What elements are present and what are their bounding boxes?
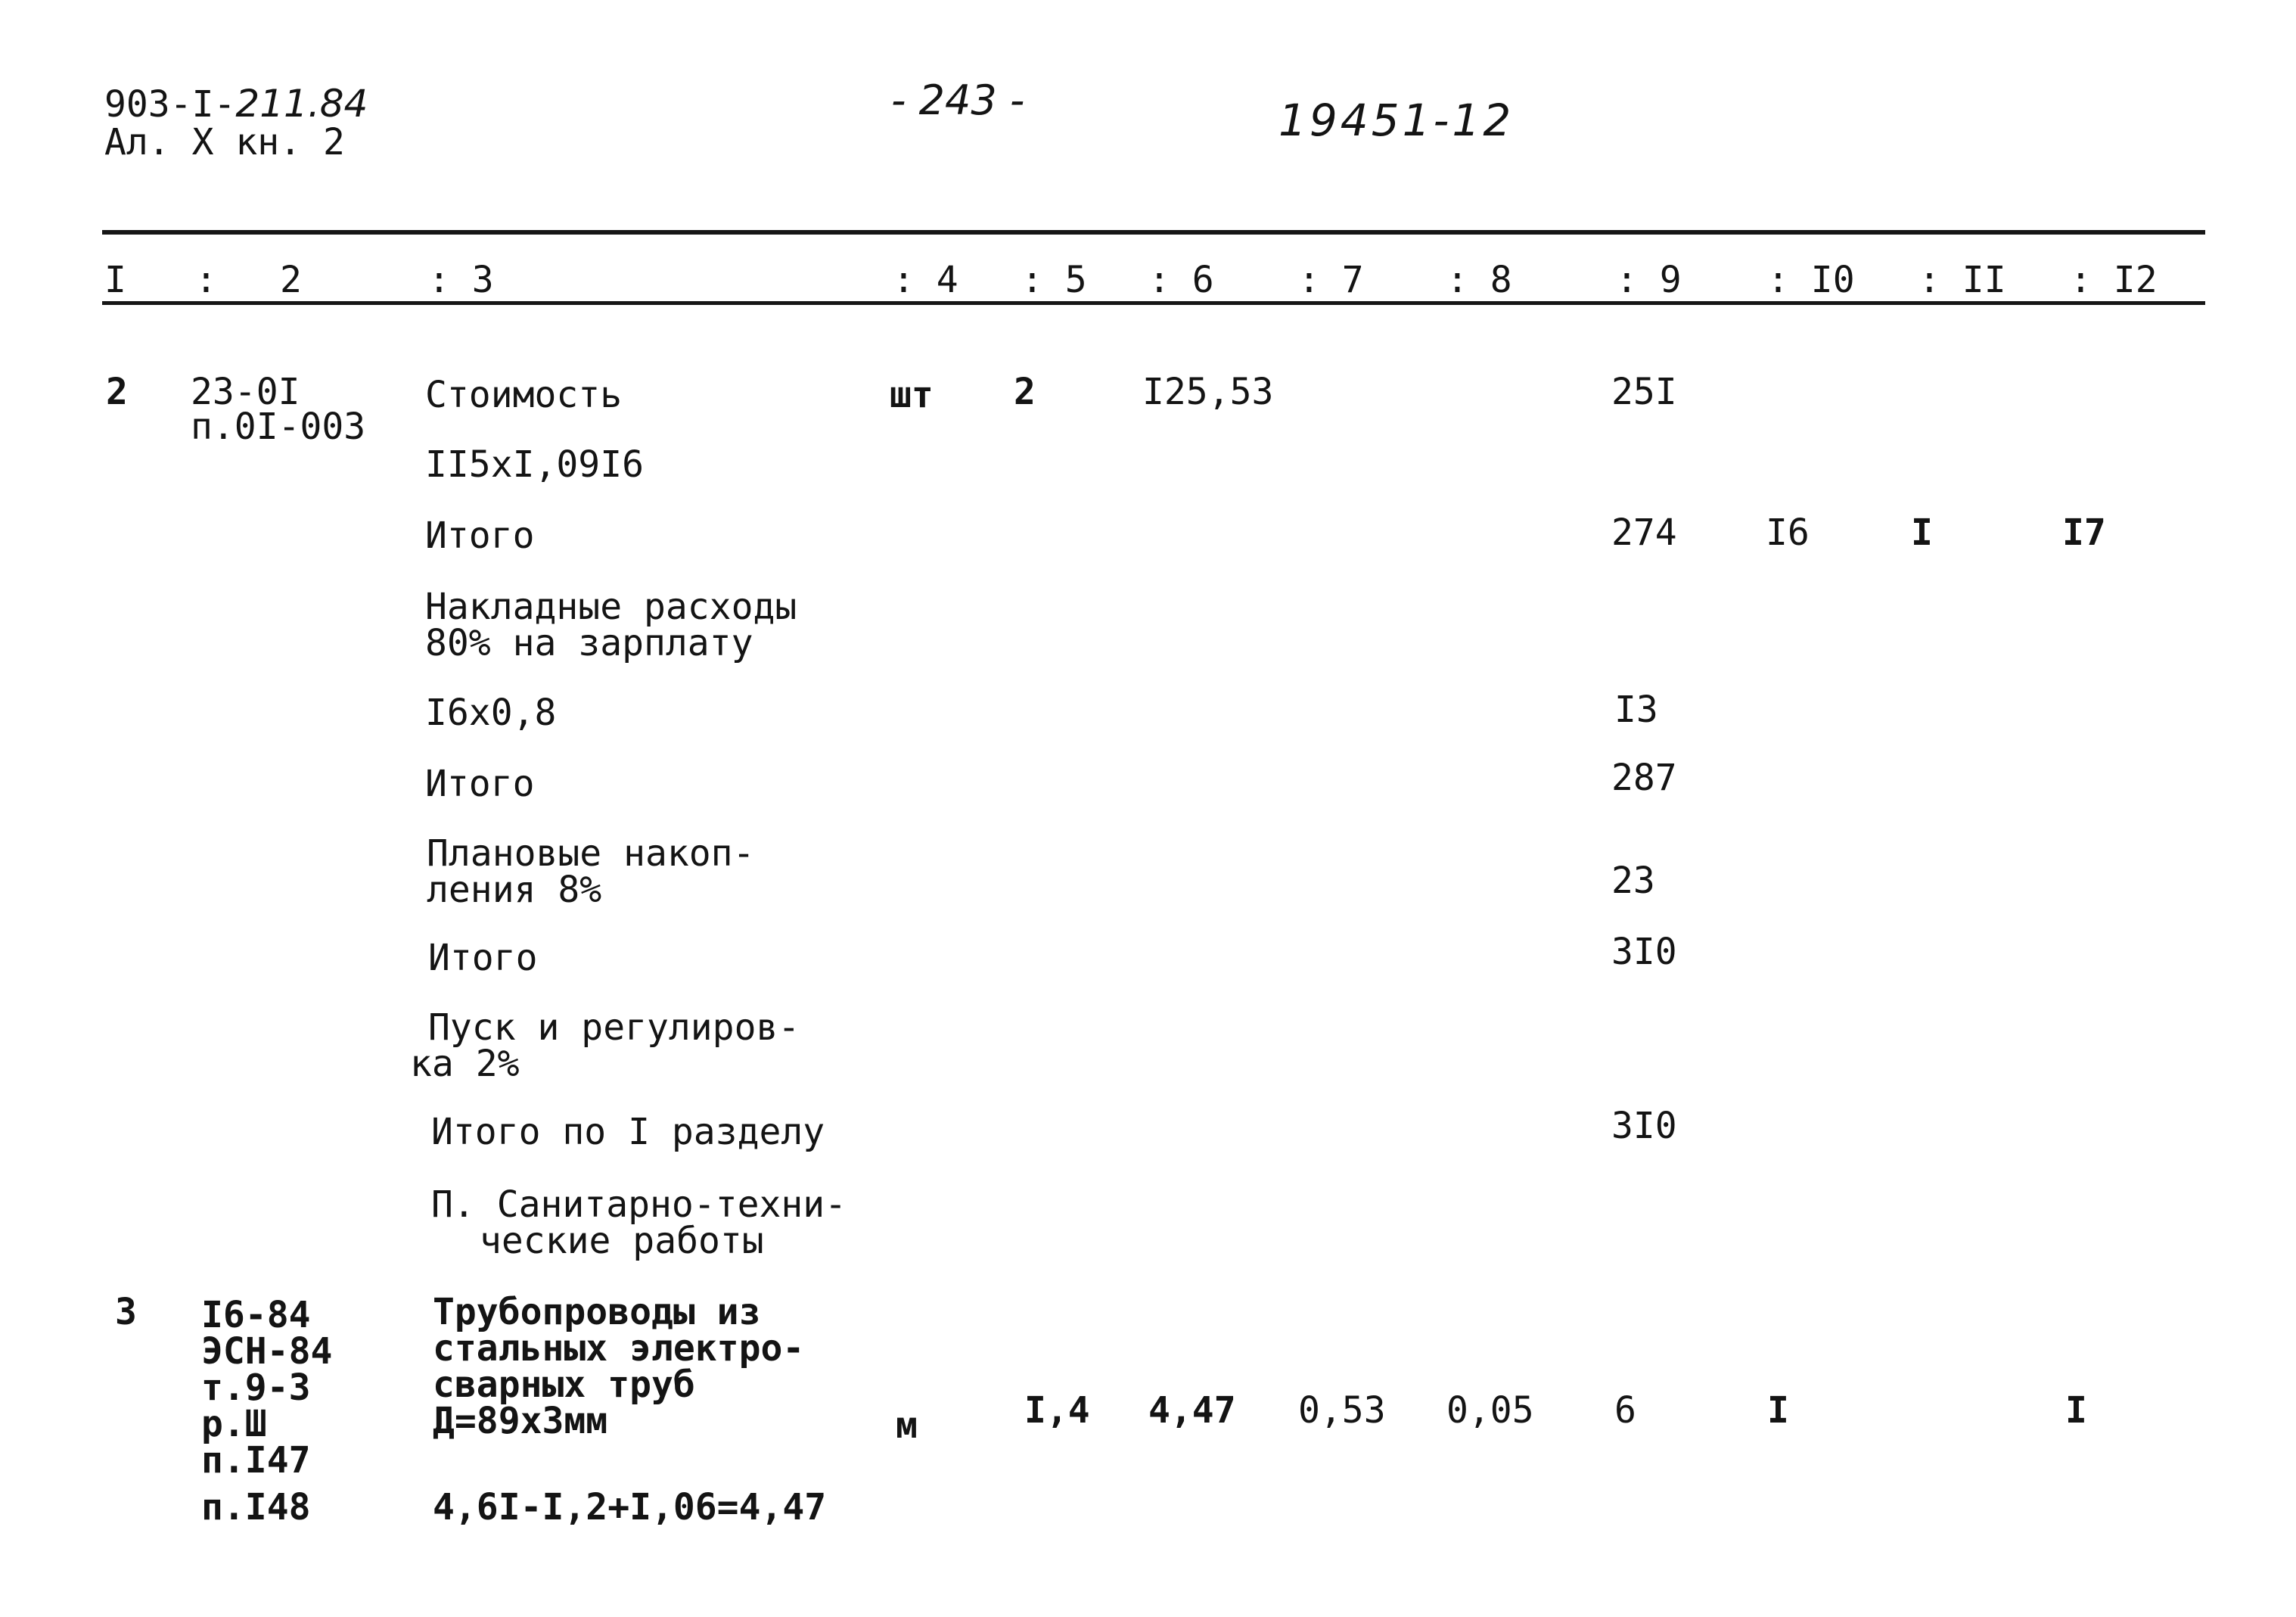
col-header-6: : 6 xyxy=(1148,259,1214,301)
table-header-rule xyxy=(102,301,2205,305)
col-header-9: : 9 xyxy=(1616,259,1682,301)
document-number: 19451-12 xyxy=(1278,95,1515,146)
col-header-sep: : xyxy=(195,259,217,301)
document-code-handwritten: 211.84 xyxy=(235,82,368,126)
col-header-1: I xyxy=(104,259,126,301)
col10-value: I xyxy=(1767,1389,1789,1432)
col-header-5: : 5 xyxy=(1021,259,1087,301)
item-description xyxy=(433,1291,805,1442)
planned-savings-label-2: ления 8% xyxy=(427,869,602,911)
subtotal-label: Итого xyxy=(425,515,535,557)
col-header-7: : 7 xyxy=(1298,259,1364,301)
total-cost: 6 xyxy=(1614,1389,1636,1432)
norm-line: т.9-3 xyxy=(201,1367,311,1409)
total-cost: I3 xyxy=(1614,689,1658,731)
unit: шт xyxy=(890,374,934,416)
col-header-8: : 8 xyxy=(1446,259,1512,301)
norm-line: р.Ш xyxy=(201,1403,267,1445)
unit-cost: 4,47 xyxy=(1148,1389,1236,1432)
document-code-prefix: 903-I- xyxy=(104,83,236,126)
col-header-10: : I0 xyxy=(1767,259,1855,301)
subtotal-col11: I xyxy=(1911,512,1933,554)
subtotal-label: Итого xyxy=(428,937,538,979)
col-header-12: : I2 xyxy=(2070,259,2158,301)
calculation: I6x0,8 xyxy=(425,692,557,734)
subtotal-col10: I6 xyxy=(1766,512,1810,554)
col12-value: I xyxy=(2065,1389,2087,1432)
section-total-label: Итого по I разделу xyxy=(431,1111,825,1153)
startup-label: Пуск и регулиров- xyxy=(428,1006,800,1049)
overhead-label: Накладные расходы xyxy=(425,586,797,628)
table-top-rule xyxy=(102,230,2205,235)
description-line: Д=89x3мм xyxy=(433,1400,608,1442)
startup-label-2: ка 2% xyxy=(410,1043,520,1085)
subtotal-label: Итого xyxy=(425,763,535,805)
norm-reference xyxy=(201,1294,333,1482)
album-line: Ал. X кн. 2 xyxy=(104,121,345,163)
section-total-cost: 3I0 xyxy=(1611,1105,1677,1147)
total-cost: 287 xyxy=(1611,757,1677,799)
row-number: 3 xyxy=(115,1291,137,1333)
col8-value: 0,05 xyxy=(1446,1389,1534,1432)
section-heading-2: ческие работы xyxy=(480,1220,764,1262)
col-header-2: 2 xyxy=(280,259,302,301)
norm-item: п.I48 xyxy=(201,1486,311,1528)
page-number: - 243 - xyxy=(891,76,1025,124)
planned-savings-label: Плановые накоп- xyxy=(427,832,755,875)
calculation: 4,6I-I,2+I,06=4,47 xyxy=(433,1486,827,1528)
description-line: стальных электро- xyxy=(433,1327,805,1370)
norm-line: I6-84 xyxy=(201,1294,311,1336)
col-header-3: : 3 xyxy=(428,259,494,301)
section-heading: П. Санитарно-техни- xyxy=(431,1183,847,1226)
norm-item: п.0I-003 xyxy=(191,406,366,448)
unit: м xyxy=(896,1404,918,1447)
col-header-11: : II xyxy=(1919,259,2006,301)
subtotal-cost: 274 xyxy=(1611,512,1677,554)
norm-code: 23-0I xyxy=(191,371,300,413)
description-line: Трубопроводы из xyxy=(433,1291,761,1333)
norm-line: ЭСН-84 xyxy=(201,1330,333,1373)
description-line: сварных труб xyxy=(433,1364,695,1406)
calculation: II5xI,09I6 xyxy=(425,443,644,486)
quantity: 2 xyxy=(1014,371,1036,413)
quantity: I,4 xyxy=(1024,1389,1090,1432)
document-code xyxy=(104,82,368,126)
norm-line: п.I47 xyxy=(201,1439,311,1482)
total-cost: 25I xyxy=(1611,371,1677,413)
total-cost: 23 xyxy=(1611,860,1655,902)
item-description: Стоимость xyxy=(425,374,623,416)
col7-value: 0,53 xyxy=(1298,1389,1386,1432)
unit-cost: I25,53 xyxy=(1142,371,1274,413)
col-header-4: : 4 xyxy=(893,259,958,301)
overhead-label-2: 80% на зарплату xyxy=(425,622,753,664)
subtotal-col12: I7 xyxy=(2062,512,2106,554)
total-cost: 3I0 xyxy=(1611,931,1677,973)
row-number: 2 xyxy=(106,371,128,413)
